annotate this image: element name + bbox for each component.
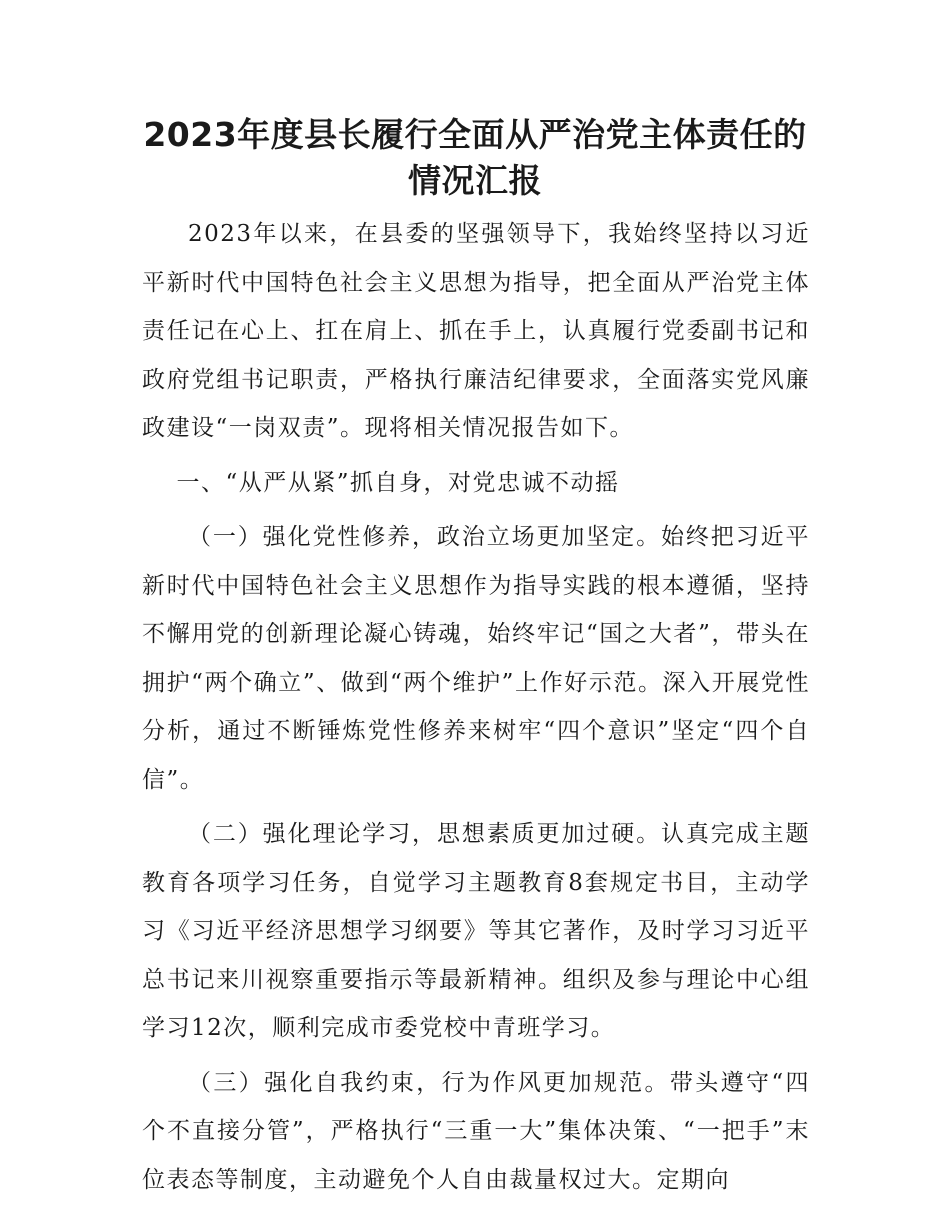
subsection-paragraph-2: （二）强化理论学习，思想素质更加过硬。认真完成主题教育各项学习任务，自觉学习主题教育8套规定书目，主动学习《习近平经济思想学习纲要》等其它著作，及时学习习近平总书记来川视察重要指示等最新精神。组织及参与理论中心组学习12次，顺利完成市委党校中青班学习。 xyxy=(142,821,810,1041)
document-title: 2023年度县长履行全面从严治党主体责任的情况汇报 xyxy=(143,115,807,200)
document-body xyxy=(142,210,810,1204)
intro-paragraph: 2023年以来，在县委的坚强领导下，我始终坚持以习近平新时代中国特色社会主义思想为指导，把全面从严治党主体责任记在心上、扛在肩上、抓在手上，认真履行党委副书记和政府党组书记职责，严格执行廉洁纪律要求，全面落实党风廉政建设“一岗双责”。现将相关情况报告如下。 xyxy=(142,221,810,441)
section-heading-1: 一、“从严从紧”抓自身，对党忠诚不动摇 xyxy=(176,469,620,496)
subsection-paragraph-1: （一）强化党性修养，政治立场更加坚定。始终把习近平新时代中国特色社会主义思想作为指导实践的根本遵循，坚持不懈用党的创新理论凝心铸魂，始终牢记“国之大者”，带头在拥护“两个确立”、做到“两个维护”上作好示范。深入开展党性分析，通过不断锤炼党性修养来树牢“四个意识”坚定“四个自信”。 xyxy=(142,524,810,793)
subsection-paragraph-3: （三）强化自我约束，行为作风更加规范。带头遵守“四个不直接分管”，严格执行“三重一大”集体决策、“一把手”末位表态等制度，主动避免个人自由裁量权过大。定期向 xyxy=(142,1069,810,1193)
